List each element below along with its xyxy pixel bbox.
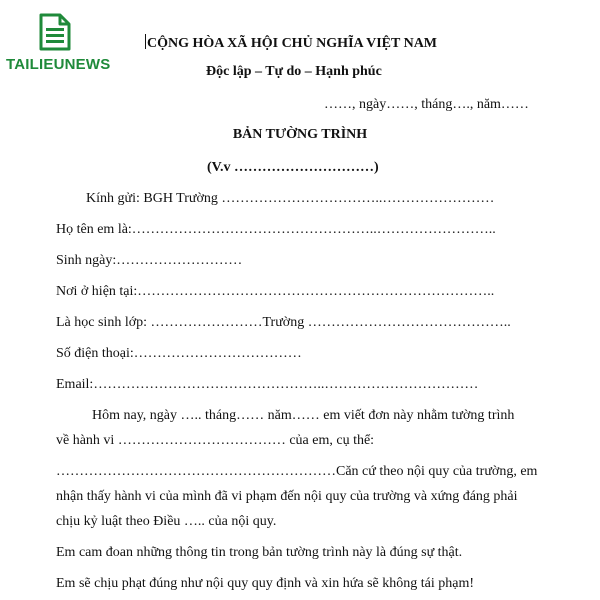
motto: Độc lập – Tự do – Hạnh phúc (206, 64, 382, 79)
dob-field: Sinh ngày:……………………… (56, 253, 243, 268)
document-title: BẢN TƯỜNG TRÌNH (232, 127, 368, 142)
nation-heading (145, 34, 437, 53)
name-field: Họ tên em là:……………………………………………..…………………….. (56, 222, 496, 237)
nation-heading-text: CỘNG HÒA XÃ HỘI CHỦ NGHĨA VIỆT NAM (147, 36, 438, 51)
document-icon (38, 12, 72, 52)
address-field: Nơi ở hiện tại:………………………………………………………………….. (56, 284, 495, 299)
paragraph-2-line-3: chịu kỷ luật theo Điều ….. của nội quy. (56, 514, 277, 529)
class-school-field: Là học sinh lớp: ……………………Trường …………………………………….. (56, 315, 511, 330)
commitment-line-1: Em cam đoan những thông tin trong bản tường trình này là đúng sự thật. (56, 545, 463, 560)
logo-text: TAILIEUNEWS (6, 56, 111, 73)
email-field: Email:…………………………………………..…………………………… (56, 377, 479, 392)
commitment-line-2: Em sẽ chịu phạt đúng như nội quy quy định và xin hứa sẽ không tái phạm! (56, 576, 475, 591)
text-cursor (145, 34, 146, 49)
recipient-line: Kính gửi: BGH Trường ……………………………..…………………… (86, 191, 495, 206)
paragraph-1-line-2: về hành vi ……………………………… của em, cụ thể: (56, 433, 375, 448)
logo (6, 12, 116, 82)
paragraph-1-line-1: Hôm nay, ngày ….. tháng…… năm…… em viết đơn này nhằm tường trình (92, 408, 515, 423)
phone-field: Số điện thoại:……………………………… (56, 346, 302, 361)
paragraph-2-line-2: nhận thấy hành vi của mình đã vi phạm đến nội quy của trường và xứng đáng phải (56, 489, 518, 504)
paragraph-2-line-1: ……………………………………………………Căn cứ theo nội quy của trường, em (56, 464, 538, 479)
document-subject: (V.v …………………………) (207, 160, 379, 175)
date-line: ……, ngày……, tháng…., năm…… (324, 97, 529, 112)
